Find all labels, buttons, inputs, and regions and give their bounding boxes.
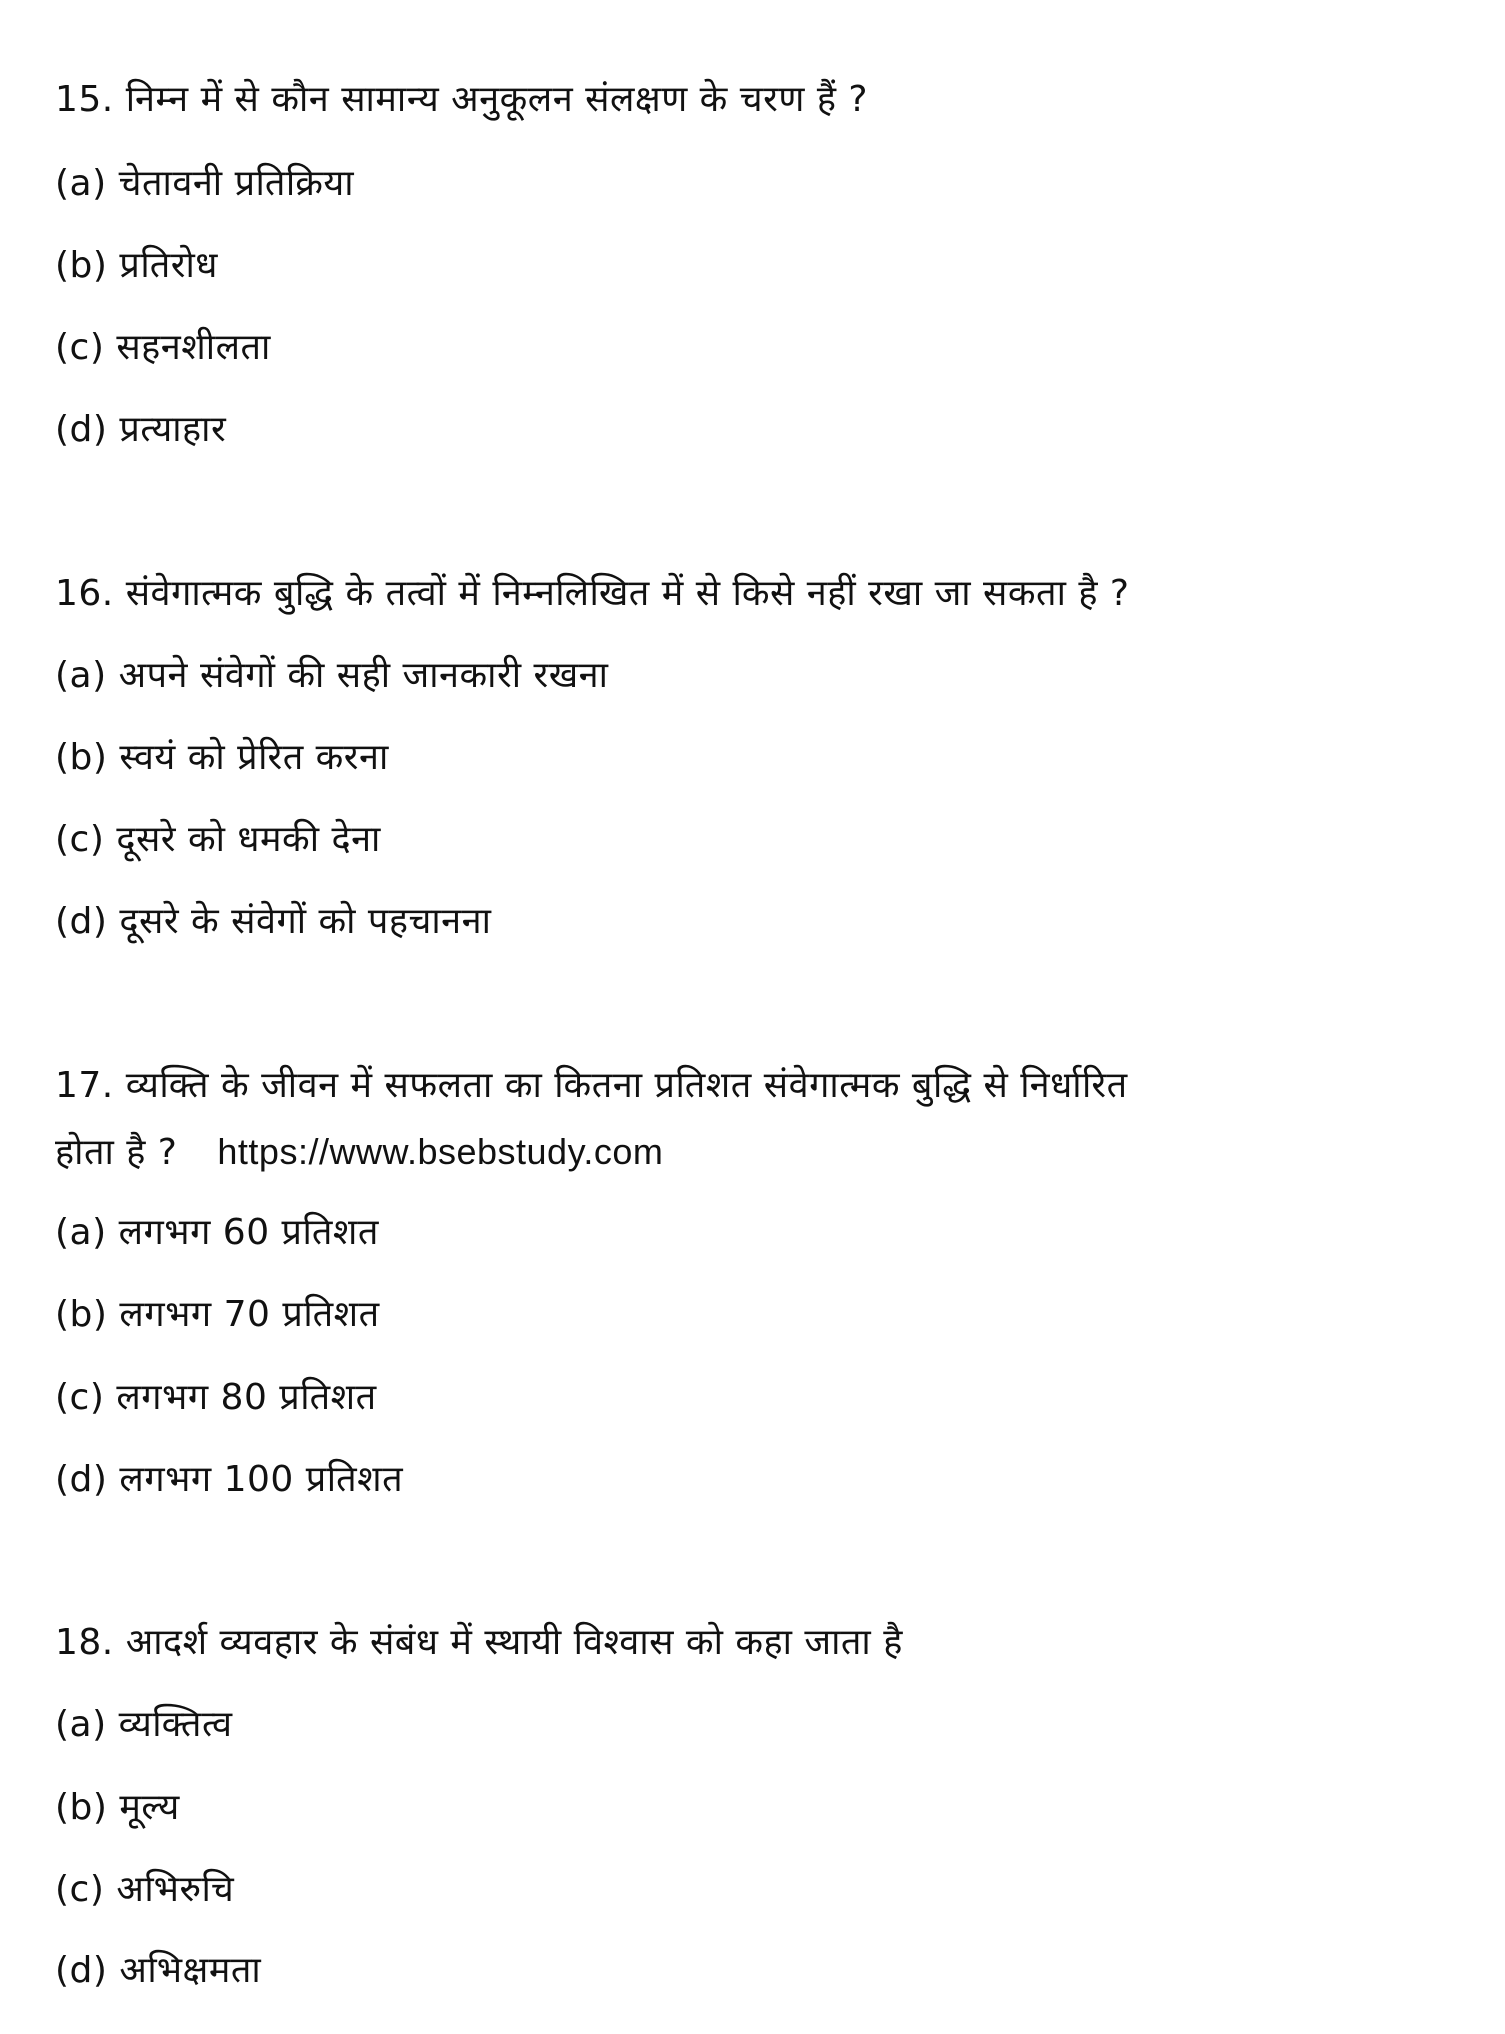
watermark-url: https://www.bsebstudy.com [217,1131,664,1172]
option-d [55,408,226,452]
option-label: (a) [55,655,107,696]
question-stem: व्यक्ति के जीवन में सफलता का कितना प्रतिशत संवेगात्मक बुद्धि से निर्धारित [125,1065,1128,1106]
option-text: सहनशीलता [116,327,271,368]
option-text: लगभग 70 प्रतिशत [119,1294,380,1335]
option-d [55,1458,403,1502]
option-text: प्रतिरोध [119,245,218,286]
option-text: अभिक्षमता [119,1950,262,1991]
question-number: 16. [55,573,114,614]
option-label: (d) [55,1459,108,1500]
option-label: (c) [55,1377,105,1418]
question-stem-continued: होता है ? [55,1132,178,1173]
option-label: (a) [55,1212,107,1253]
option-text: अपने संवेगों की सही जानकारी रखना [118,655,609,696]
option-text: लगभग 60 प्रतिशत [118,1212,379,1253]
option-label: (b) [55,1787,108,1828]
option-d [55,900,491,944]
option-a [55,1211,379,1255]
question-text [55,1064,1128,1108]
option-text: मूल्य [119,1787,180,1828]
option-label: (b) [55,245,108,286]
question-stem: संवेगात्मक बुद्धि के तत्वों में निम्नलिखित में से किसे नहीं रखा जा सकता है ? [125,573,1130,614]
question-text [55,78,868,122]
option-label: (d) [55,1950,108,1991]
option-text: व्यक्तित्व [118,1704,233,1745]
option-label: (c) [55,1869,105,1910]
option-b [55,244,218,288]
option-label: (a) [55,1704,107,1745]
question-text [55,572,1130,616]
option-label: (c) [55,819,105,860]
option-text: अभिरुचि [116,1869,235,1910]
option-label: (a) [55,163,107,204]
option-label: (d) [55,409,108,450]
option-text: चेतावनी प्रतिक्रिया [118,163,355,204]
option-label: (b) [55,1294,108,1335]
option-d [55,1949,261,1993]
question-number: 18. [55,1622,114,1663]
question-number: 15. [55,79,114,120]
question-text-line2 [55,1130,663,1175]
question-stem: आदर्श व्यवहार के संबंध में स्थायी विश्वास को कहा जाता है [125,1622,903,1663]
option-label: (d) [55,901,108,942]
option-b [55,1293,380,1337]
option-b [55,736,389,780]
option-c [55,818,381,862]
option-c [55,1868,234,1912]
option-text: दूसरे के संवेगों को पहचानना [119,901,492,942]
option-text: लगभग 80 प्रतिशत [116,1377,377,1418]
option-a [55,654,608,698]
option-a [55,162,354,206]
option-text: प्रत्याहार [119,409,227,450]
option-label: (b) [55,737,108,778]
option-text: दूसरे को धमकी देना [116,819,381,860]
option-c [55,326,271,370]
option-a [55,1703,233,1747]
option-c [55,1376,377,1420]
option-text: स्वयं को प्रेरित करना [119,737,389,778]
question-text [55,1621,903,1665]
option-text: लगभग 100 प्रतिशत [119,1459,404,1500]
option-b [55,1786,180,1830]
question-stem: निम्न में से कौन सामान्य अनुकूलन संलक्षण के चरण हैं ? [125,79,868,120]
question-number: 17. [55,1065,114,1106]
option-label: (c) [55,327,105,368]
